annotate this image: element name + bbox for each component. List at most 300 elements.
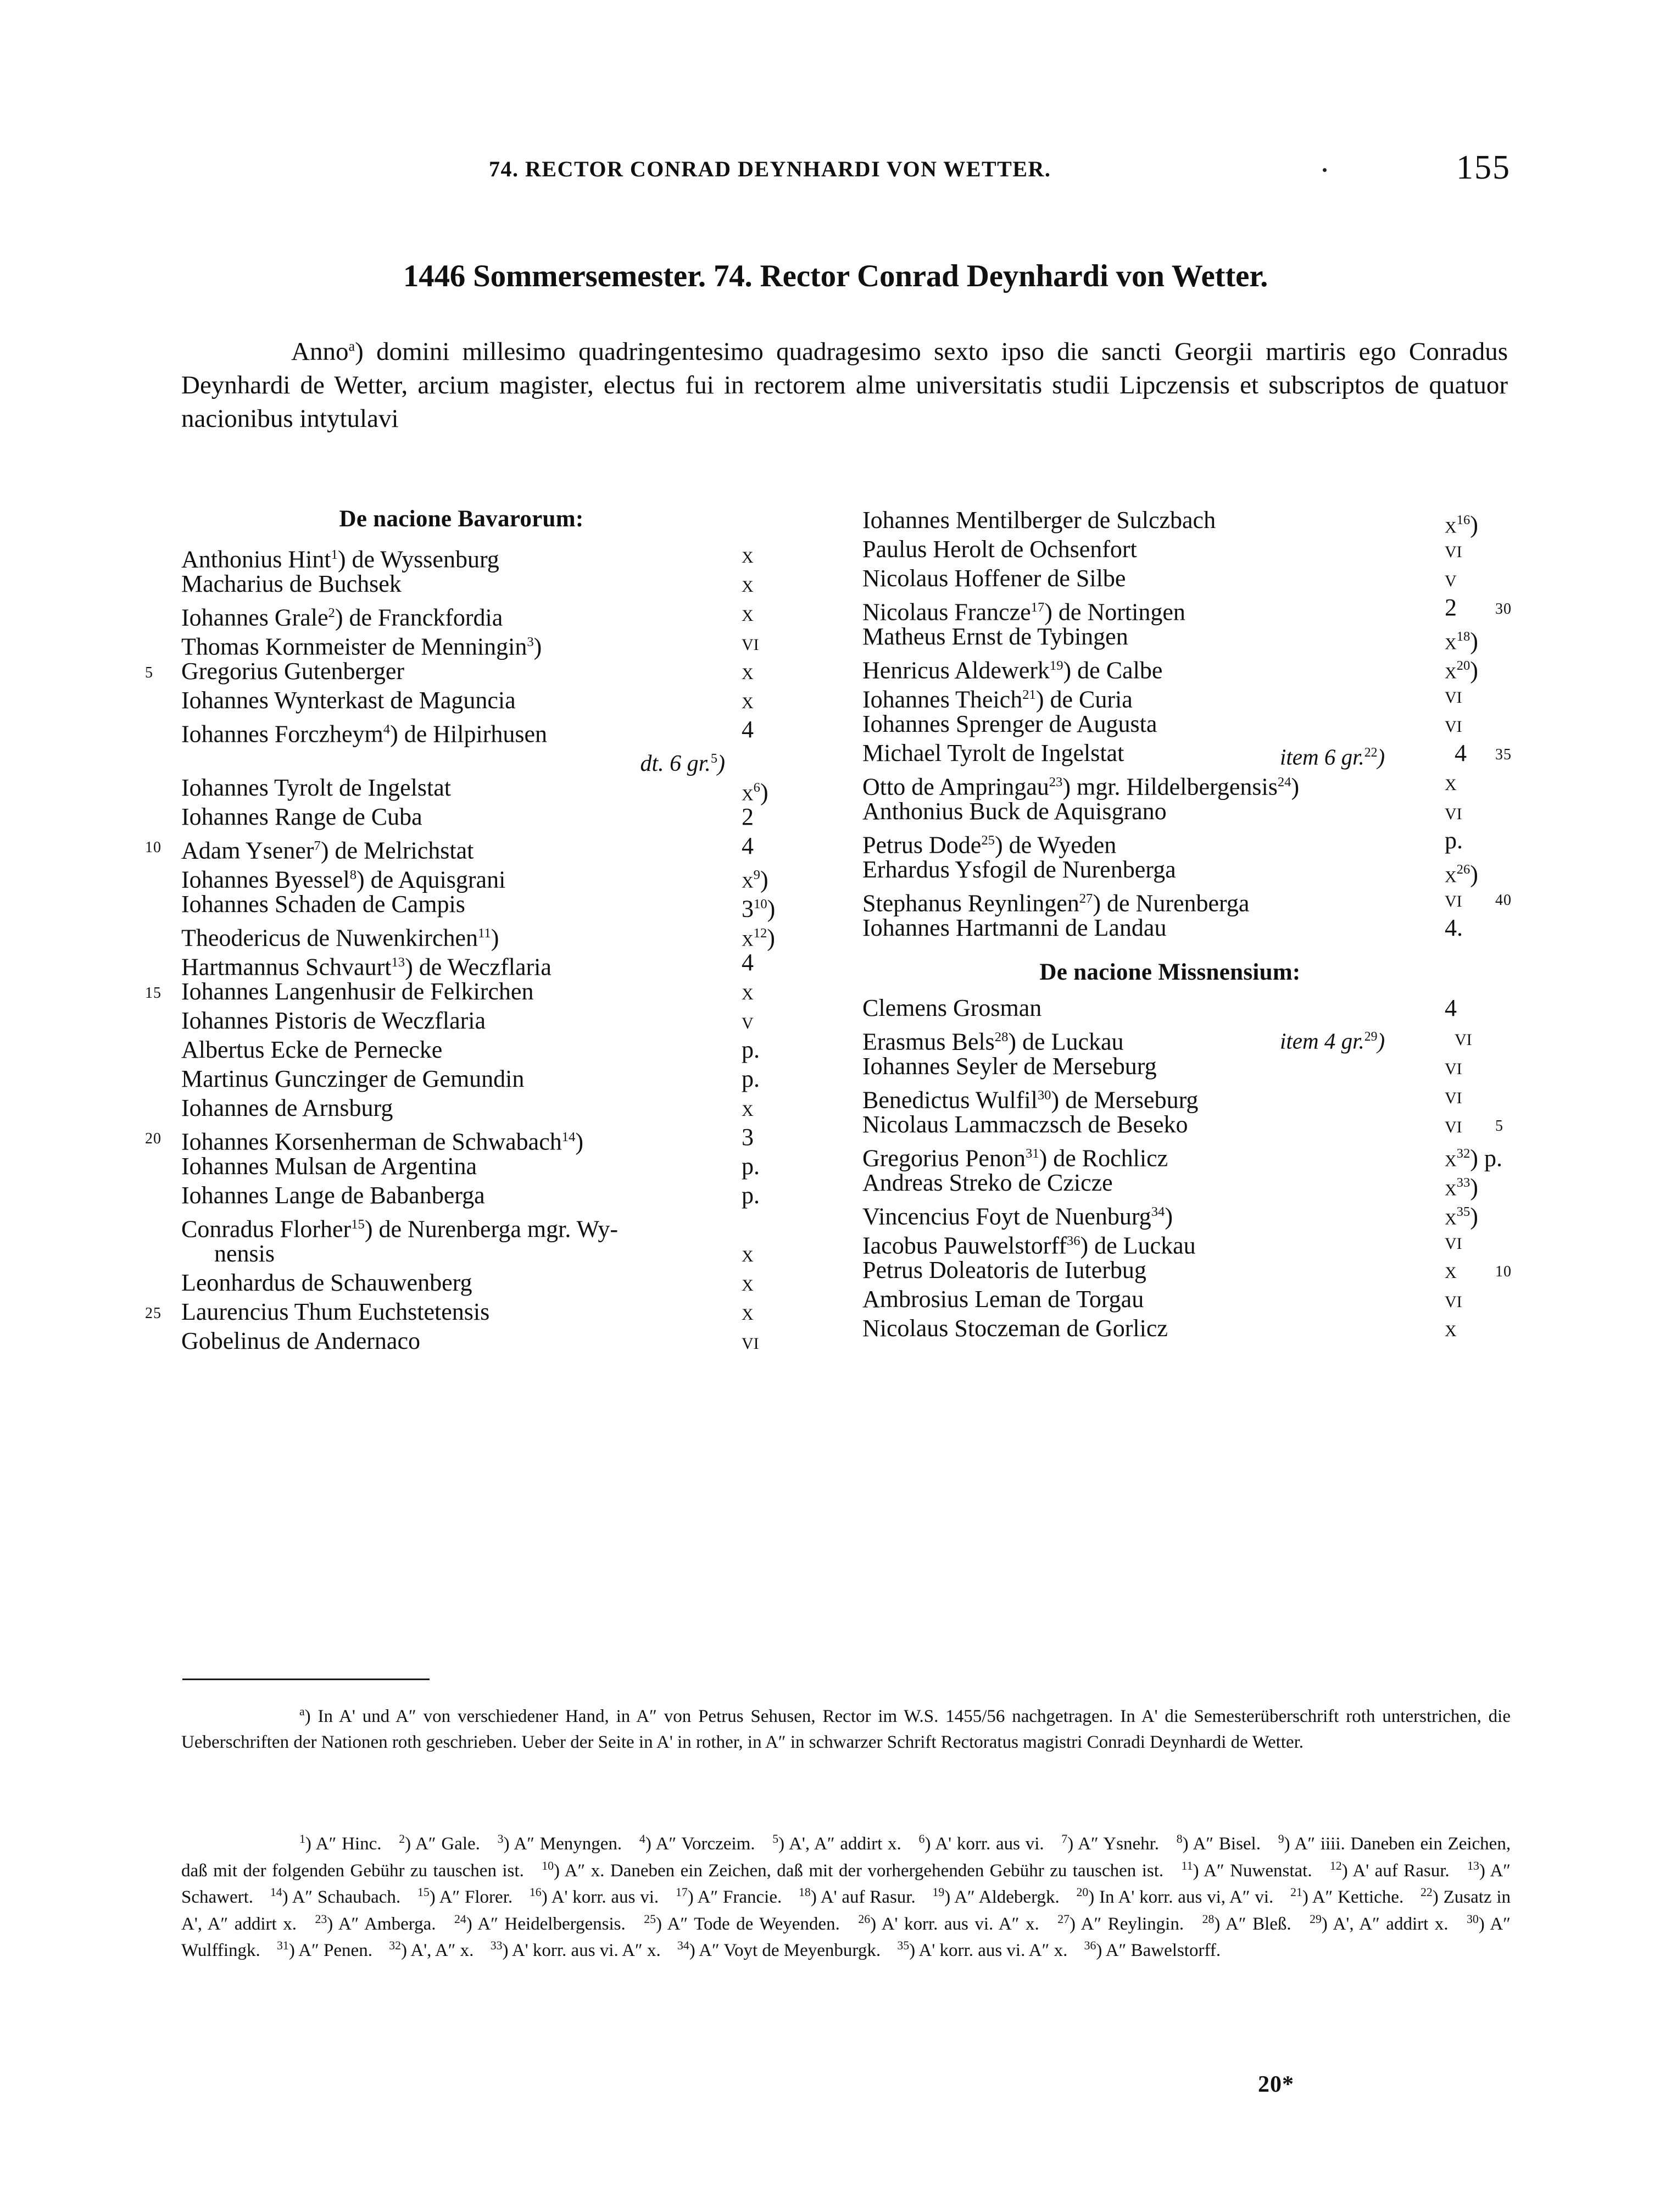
- footnote-number: 4: [639, 1832, 645, 1846]
- entry-name: Iohannes Wynterkast de Maguncia: [181, 687, 516, 714]
- entry-fee: v: [1445, 566, 1457, 592]
- list-item: [862, 1022, 1511, 1055]
- list-item: [862, 884, 1512, 917]
- page-title: 1446 Sommersemester. 74. Rector Conrad Deynhardi von Wetter.: [403, 259, 1268, 293]
- footnote-ref: 24: [1277, 775, 1291, 790]
- footnote-text: ) A″ Amberga.: [327, 1914, 436, 1934]
- footnote-text: ) A″ Schaubach.: [282, 1887, 401, 1908]
- footnote-text: ) A″ Vorczeim.: [645, 1834, 755, 1854]
- footnote-item: [677, 1941, 881, 1960]
- entry-name: Iohannes Tyrolt de Ingelstat: [181, 774, 451, 801]
- list-item: [145, 977, 802, 1006]
- footnote-text: ) A″ Bawelstorff.: [1096, 1941, 1221, 1961]
- footnote-item: [399, 1834, 480, 1854]
- footnote-number: 19: [932, 1886, 945, 1899]
- list-item: [181, 1210, 802, 1243]
- line-number: 40: [1495, 892, 1512, 909]
- footnote-number: 12: [1330, 1859, 1342, 1872]
- footnote-ref: 30: [1037, 1088, 1051, 1103]
- entry-name: Iacobus Pauwelstorff$^{36}$) de Luckau: [862, 1232, 1196, 1259]
- footnote-text: ) A″ Voyt de Meyenburgk.: [689, 1941, 881, 1961]
- entry-fee: vi: [1445, 886, 1462, 912]
- running-head-title: 74. RECTOR CONRAD DEYNHARDI VON WETTER.: [489, 157, 1051, 181]
- footnote-text: ) A' korr. aus vi. A″ x.: [870, 1914, 1039, 1934]
- footnote-number: 35: [897, 1939, 910, 1953]
- footnote-number: 36: [1084, 1939, 1096, 1953]
- footnote-text: ) A″ Hinc.: [305, 1834, 382, 1854]
- entry-fee: $x^{35}$): [1445, 1203, 1478, 1230]
- entry-name: Nicolaus Francze$^{17}$) de Nortingen: [862, 598, 1185, 626]
- entry-name: Iohannes Mentilberger de Sulczbach: [862, 507, 1216, 533]
- list-item: [181, 773, 802, 806]
- footnote-number: 18: [799, 1886, 811, 1899]
- footnote-ref: 5: [710, 751, 717, 766]
- footnote-number: 29: [1310, 1912, 1322, 1926]
- list-item: [862, 622, 1511, 655]
- list-item: [862, 1052, 1511, 1081]
- footnote-text: ) A' korr. aus vi. A″ x.: [502, 1941, 661, 1961]
- footnote-item: [491, 1941, 661, 1960]
- footnote-text: ) A″ Florer.: [429, 1887, 513, 1908]
- footnote-number: 6: [918, 1832, 925, 1846]
- footnote-number: 26: [858, 1912, 871, 1926]
- entry-name: Martinus Gunczinger de Gemundin: [181, 1065, 525, 1092]
- entry-fee: $x^6$): [742, 779, 768, 806]
- footnote-item: [389, 1941, 474, 1960]
- entry-name: Gregorius Penon$^{31}$) de Rochlicz: [862, 1144, 1168, 1172]
- footnote-ref: 36: [1066, 1233, 1080, 1248]
- footnote-item: [1290, 1887, 1403, 1907]
- footnote-number: 8: [1176, 1832, 1183, 1846]
- footnote-ref: 12: [753, 926, 767, 941]
- footnote-ref: 29: [1364, 1030, 1378, 1044]
- entry-fee: 2: [742, 803, 754, 830]
- footnote-ref: 10: [754, 897, 767, 912]
- footnote-ref: 7: [314, 838, 321, 853]
- footnote-number: 33: [490, 1939, 503, 1953]
- entry-name: Albertus Ecke de Pernecke: [181, 1036, 443, 1063]
- footnote-ref: 13: [391, 955, 405, 970]
- entry-name: Erasmus Bels$^{28}$) de Luckau: [862, 1028, 1124, 1055]
- list-item: [862, 535, 1511, 564]
- intro-text-after: ) domini millesimo quadringentesimo quadragesimo sexto ipso die sancti Georgii martiris ego Conradus Deynhardi de Wetter, arcium magister, electus fui in rectorem alme universitatis studii Lipczensis et subscriptos de quatuor nacionibus intytulavi: [181, 337, 1508, 433]
- footnote-text: ) A' auf Rasur.: [1341, 1860, 1450, 1881]
- footnote-text: ) A″ Wulffingk.: [181, 1914, 1511, 1961]
- intro-text-before: Anno: [291, 337, 349, 366]
- entry-fee: $x^{26}$): [1445, 860, 1478, 888]
- entry-fee: $3^{10}$): [742, 895, 776, 922]
- list-item: [862, 505, 1511, 538]
- footnote-number: 14: [270, 1886, 282, 1899]
- entry-name: Paulus Herolt de Ochsenfort: [862, 536, 1137, 563]
- list-item: [862, 1255, 1511, 1285]
- list-item: [862, 855, 1511, 888]
- entry-name: Iohannes Mulsan de Argentina: [181, 1153, 477, 1180]
- footnote-item: [772, 1834, 901, 1854]
- entry-fee: p.: [1445, 827, 1463, 854]
- signature-mark: 20*: [1258, 2072, 1294, 2097]
- footnote-text: ) A″ Ysnehr.: [1067, 1834, 1160, 1854]
- list-item: [181, 948, 802, 981]
- entry-name: Laurencius Thum Euchstetensis: [181, 1298, 490, 1325]
- entry-fee: vi: [1445, 537, 1462, 563]
- entry-name: Iohannes Range de Cuba: [181, 803, 422, 830]
- footnote-text: ) A″ Aldebergk.: [944, 1887, 1060, 1908]
- footnote-number: 16: [529, 1886, 542, 1899]
- footnote-ref: 17: [1031, 600, 1045, 615]
- column-left: [145, 505, 802, 1355]
- footnote-text: ) A″ Reylingin.: [1069, 1914, 1184, 1934]
- list-item: [862, 1197, 1511, 1230]
- entry-name: Theodericus de Nuwenkirchen$^{11}$): [181, 924, 499, 952]
- footnote-text: ) A″ Schawert.: [181, 1860, 1511, 1908]
- footnote-number: 10: [542, 1859, 554, 1872]
- continuation-fee: x: [742, 1241, 754, 1267]
- footnote-ref: 21: [1022, 687, 1036, 702]
- footnote-number: 25: [644, 1912, 656, 1926]
- footnote-a: [181, 1703, 1511, 1755]
- entry-name: Iohannes Theich$^{21}$) de Curia: [862, 686, 1133, 713]
- footnote-item: [897, 1941, 1067, 1960]
- entry-fee: p.: [742, 1153, 760, 1180]
- entry-name: Gobelinus de Andernaco: [181, 1327, 420, 1354]
- footnote-text: ) A' korr. aus vi.: [924, 1834, 1044, 1854]
- footnote-item: [933, 1887, 1060, 1907]
- footnote-number: 30: [1467, 1912, 1479, 1926]
- footnote-number: 7: [1061, 1832, 1068, 1846]
- line-number: 10: [145, 839, 161, 856]
- entry-name: Benedictus Wulfil$^{30}$) de Merseburg: [862, 1086, 1199, 1114]
- list-item: [862, 564, 1511, 593]
- entry-fee: vi: [1445, 682, 1462, 708]
- footnote-text: ) A', A″ addirt x.: [778, 1834, 901, 1854]
- entry-fee: x: [742, 659, 754, 685]
- footnote-item: [1177, 1834, 1261, 1854]
- footnote-item: [1182, 1861, 1312, 1881]
- footnote-text: ) A″ x. Daneben ein Zeichen, daß mit der vorhergehenden Gebühr zu tauschen ist.: [554, 1860, 1164, 1881]
- footnote-item: [1057, 1914, 1184, 1934]
- entry-name: Iohannes Seyler de Merseburg: [862, 1053, 1157, 1080]
- footnote-divider: [182, 1679, 430, 1680]
- list-item: [862, 826, 1511, 859]
- running-head-dot: [1323, 168, 1327, 172]
- footnote-ref: 2: [328, 605, 335, 620]
- footnote-number: 1: [299, 1832, 305, 1846]
- entry-fee: $x^{20}$): [1445, 657, 1478, 684]
- footnote-number: 15: [417, 1886, 430, 1899]
- footnote-item: [454, 1914, 626, 1934]
- list-missnensium: [862, 993, 1511, 1343]
- entry-fee: 3: [742, 1124, 754, 1151]
- entry-name: Ambrosius Leman de Torgau: [862, 1286, 1144, 1313]
- footnote-text: ) A″ Heidelbergensis.: [466, 1914, 626, 1934]
- entry-fee: $x^9$): [742, 866, 768, 893]
- entry-fee: vi: [1445, 1054, 1462, 1080]
- footnote-number: 32: [389, 1939, 401, 1953]
- footnote-number: 11: [1181, 1859, 1193, 1872]
- footnote-ref: 23: [1049, 775, 1063, 790]
- entry-fee: vi: [1445, 1287, 1462, 1313]
- footnote-item: [277, 1941, 372, 1960]
- footnote-item: [1202, 1914, 1291, 1934]
- footnote-text: ) In A' korr. aus vi, A″ vi.: [1088, 1887, 1274, 1908]
- footnote-number: 20: [1076, 1886, 1089, 1899]
- footnote-ref: 27: [1079, 891, 1093, 906]
- footnote-item: [639, 1834, 755, 1854]
- footnote-ref: 32: [1456, 1146, 1471, 1161]
- footnote-item: [644, 1914, 840, 1934]
- line-number: 20: [145, 1130, 161, 1147]
- entry-fee: vi: [1445, 1112, 1462, 1138]
- entry-name: Nicolaus Lammaczsch de Beseko: [862, 1111, 1188, 1138]
- list-item: [862, 1139, 1511, 1172]
- entry-fee: 4: [742, 832, 754, 859]
- list-item: [862, 709, 1511, 738]
- entry-name: Macharius de Buchsek: [181, 570, 402, 597]
- footnote-number: 3: [497, 1832, 504, 1846]
- entry-fee: vi: [1445, 1083, 1462, 1109]
- entry-fee: 4: [1455, 740, 1467, 766]
- entry-name: Iohannes Lange de Babanberga: [181, 1182, 485, 1209]
- running-head: [181, 149, 1511, 189]
- list-item: [181, 890, 802, 922]
- list-item: [862, 651, 1511, 684]
- list-item: [181, 1035, 802, 1064]
- intro-footnote-marker: a: [348, 338, 355, 354]
- line-number: 15: [145, 985, 161, 1002]
- fee-note-line: dt. 6 gr.$^5$): [640, 751, 725, 776]
- entry-name: Matheus Ernst de Tybingen: [862, 623, 1128, 650]
- list-item: [145, 1297, 802, 1326]
- list-item: [181, 686, 802, 715]
- entry-name: Clemens Grosman: [862, 994, 1042, 1021]
- entry-name: Petrus Dode$^{25}$) de Wyeden: [862, 831, 1117, 859]
- line-number: 25: [145, 1305, 161, 1322]
- footnote-text: ) A' korr. aus vi. A″ x.: [909, 1941, 1068, 1961]
- list-item: [181, 802, 802, 831]
- entry-name: Hartmannus Schvaurt$^{13}$) de Weczflaria: [181, 953, 552, 981]
- entry-fee: vi: [742, 630, 759, 655]
- footnote-text: ) A', A″ addirt x.: [1321, 1914, 1449, 1934]
- entry-name: Andreas Streko de Czicze: [862, 1169, 1113, 1196]
- list-item: [145, 1122, 802, 1155]
- list-item: [862, 1226, 1511, 1259]
- entry-name: Anthonius Buck de Aquisgrano: [862, 798, 1167, 825]
- list-item: [181, 1152, 802, 1181]
- entry-fee: 4.: [1445, 914, 1463, 941]
- continuation-text: nensis: [214, 1240, 275, 1267]
- footnote-text: ) A″ Menyngen.: [503, 1834, 622, 1854]
- footnote-text: ) A', A″ x.: [400, 1941, 474, 1961]
- entry-name: Iohannes Schaden de Campis: [181, 891, 465, 918]
- footnote-ref: 11: [478, 926, 491, 941]
- footnote-item: [498, 1834, 622, 1854]
- footnote-number: 17: [675, 1886, 688, 1899]
- footnote-item: [1061, 1834, 1159, 1854]
- list-item: [862, 1168, 1511, 1201]
- list-item: [862, 993, 1511, 1022]
- list-item: [181, 1268, 802, 1297]
- footnote-number: 2: [399, 1832, 405, 1846]
- entry-name: Nicolaus Hoffener de Silbe: [862, 565, 1126, 592]
- footnote-a-marker: a: [299, 1705, 305, 1718]
- line-number: 30: [1495, 601, 1512, 618]
- footnote-item: [299, 1834, 382, 1854]
- entry-fee: x: [742, 688, 754, 714]
- line-number: 5: [1495, 1118, 1503, 1135]
- section-heading-bavarorum: De nacione Bavarorum:: [339, 506, 584, 532]
- entry-fee: x: [1445, 1258, 1457, 1283]
- list-bavarorum-continued: [862, 505, 1511, 942]
- footnote-ref: 34: [1151, 1204, 1165, 1219]
- entry-fee: 4: [742, 716, 754, 743]
- entry-name: Conradus Florher$^{15}$) de Nurenberga mgr. Wy-: [181, 1215, 619, 1243]
- list-item: [181, 860, 802, 893]
- entry-name: Iohannes Korsenherman de Schwabach$^{14}$): [181, 1128, 584, 1155]
- entry-name: Iohannes de Arnsburg: [181, 1094, 393, 1121]
- line-number: 5: [145, 664, 153, 681]
- footnote-text: ) A″ Gale.: [405, 1834, 480, 1854]
- entry-fee: $x^{16}$): [1445, 511, 1478, 538]
- entry-fee: 2: [1445, 594, 1457, 621]
- entry-fee: x: [1445, 1316, 1457, 1342]
- line-number: 35: [1495, 746, 1512, 763]
- footnote-ref: 14: [561, 1130, 576, 1144]
- footnote-item: [270, 1887, 400, 1907]
- list-item: [862, 1110, 1511, 1139]
- list-item: [862, 738, 1511, 768]
- entry-name: Iohannes Langenhusir de Felkirchen: [181, 978, 534, 1005]
- footnote-ref: 35: [1456, 1204, 1471, 1219]
- entry-fee: x: [742, 542, 754, 568]
- footnote-item: [1310, 1914, 1448, 1934]
- entry-fee: vi: [1445, 799, 1462, 825]
- footnote-ref: 15: [351, 1217, 365, 1232]
- entry-fee: vi: [1445, 1229, 1462, 1254]
- list-item: [181, 540, 802, 573]
- footnote-text: ) A″ Francie.: [687, 1887, 782, 1908]
- footnote-ref: 28: [994, 1030, 1009, 1044]
- column-right: [862, 505, 1511, 1343]
- footnote-a-text: ) In A' und A″ von verschiedener Hand, in A″ von Petrus Sehusen, Rector im W.S. 1455/56 nachgetragen. In A' die Semesterüberschrift roth unterstrichen, die Ueberschriften der Nationen roth geschrieben. Ueber der Seite in A' in rother, in A″ in schwarzer Schrift Rectoratus magistri Conradi Deynhardi de Wetter.: [181, 1707, 1511, 1752]
- footnote-item: [799, 1887, 916, 1907]
- footnote-text: ) A' auf Rasur.: [810, 1887, 916, 1908]
- entry-fee: x: [742, 1270, 754, 1296]
- line-number: 10: [1495, 1263, 1512, 1280]
- entry-name: Leonhardus de Schauwenberg: [181, 1269, 472, 1296]
- footnote-ref: 22: [1364, 746, 1378, 760]
- entry-name: Erhardus Ysfogil de Nurenberga: [862, 856, 1176, 883]
- footnote-ref: 19: [1049, 658, 1063, 673]
- footnote-ref: 4: [383, 722, 391, 737]
- entry-fee: vi: [742, 1329, 759, 1354]
- list-item: [862, 768, 1511, 801]
- footnote-item: [1330, 1861, 1450, 1881]
- footnote-text: ) A″ Bleß.: [1214, 1914, 1291, 1934]
- entry-name: Iohannes Sprenger de Augusta: [862, 710, 1157, 737]
- list-item: [862, 797, 1511, 826]
- list-item: [145, 657, 802, 686]
- footnote-text: ) A' korr. aus vi.: [541, 1887, 659, 1908]
- footnote-item: [919, 1834, 1044, 1854]
- footnote-item: [676, 1887, 782, 1907]
- footnote-item: [542, 1861, 1163, 1881]
- list-bavarorum: [145, 540, 802, 1355]
- footnote-item: [1084, 1941, 1221, 1960]
- footnote-number: 34: [677, 1939, 689, 1953]
- list-item: [862, 1081, 1511, 1114]
- entry-continuation: [181, 1239, 802, 1268]
- entry-name: Iohannes Forczheym$^4$) de Hilpirhusen: [181, 720, 548, 748]
- list-item: [181, 1181, 802, 1210]
- footnote-number: 13: [1467, 1859, 1479, 1872]
- entry-fee: vi: [1455, 1025, 1472, 1051]
- entry-fee: x: [742, 979, 754, 1005]
- entry-fee: $x^{12}$): [742, 924, 775, 952]
- list-item: [181, 569, 802, 598]
- footnote-ref: 9: [753, 868, 760, 882]
- list-item: [181, 598, 802, 631]
- entry-fee: 4: [742, 949, 754, 976]
- entry-fee: x: [742, 601, 754, 626]
- entry-name: Iohannes Grale$^2$) de Franckfordia: [181, 604, 503, 631]
- entry-name: Iohannes Hartmanni de Landau: [862, 914, 1167, 941]
- footnote-ref: 6: [753, 780, 760, 795]
- entry-fee: x: [1445, 770, 1457, 796]
- entry-fee: $x^{18}$): [1445, 627, 1478, 655]
- footnote-ref: 18: [1456, 629, 1471, 644]
- footnote-number: 9: [1278, 1832, 1284, 1846]
- list-item: [181, 919, 802, 952]
- entry-fee: x: [742, 1096, 754, 1121]
- footnote-ref: 26: [1456, 862, 1471, 877]
- entry-name: Otto de Ampringau$^{23}$) mgr. Hildelbergensis$^{24}$): [862, 773, 1300, 801]
- list-item: [181, 1326, 802, 1355]
- entry-fee: $x^{32}$) p.: [1445, 1144, 1502, 1172]
- list-item: [181, 1093, 802, 1122]
- footnote-item: [315, 1914, 436, 1934]
- entry-fee: vi: [1445, 712, 1462, 737]
- entry-fee: x: [742, 571, 754, 597]
- list-item: [862, 1314, 1511, 1343]
- footnote-ref: 3: [527, 635, 534, 649]
- entry-name: Thomas Kornmeister de Menningin$^3$): [181, 633, 542, 660]
- footnote-item: [858, 1914, 1039, 1934]
- footnote-text: ) A″ Nuwenstat.: [1193, 1860, 1312, 1881]
- footnote-number: 5: [772, 1832, 779, 1846]
- list-item: [181, 627, 802, 660]
- footnote-number: 24: [454, 1912, 466, 1926]
- list-item: [181, 1006, 802, 1035]
- footnote-ref: 20: [1456, 658, 1471, 673]
- footnote-ref: 31: [1025, 1146, 1039, 1161]
- footnote-ref: 1: [331, 547, 338, 562]
- footnote-text: ) Zusatz in A', A″ addirt x.: [181, 1887, 1511, 1934]
- entry-name: Anthonius Hint$^1$) de Wyssenburg: [181, 546, 499, 573]
- footnote-number: 28: [1202, 1912, 1215, 1926]
- footnote-number: 27: [1057, 1912, 1070, 1926]
- entry-fee: p.: [742, 1036, 760, 1063]
- entry-item-note: item 4 gr.$^{29}$): [1280, 1028, 1385, 1054]
- footnote-ref: 16: [1456, 513, 1471, 527]
- entry-name: Henricus Aldewerk$^{19}$) de Calbe: [862, 657, 1163, 684]
- entry-fee: p.: [742, 1065, 760, 1092]
- list-item: [862, 680, 1511, 713]
- list-item: [181, 715, 802, 748]
- entry-name: Michael Tyrolt de Ingelstat: [862, 740, 1124, 766]
- entry-name: Iohannes Byessel$^8$) de Aquisgrani: [181, 866, 506, 893]
- footnote-number: 22: [1421, 1886, 1433, 1899]
